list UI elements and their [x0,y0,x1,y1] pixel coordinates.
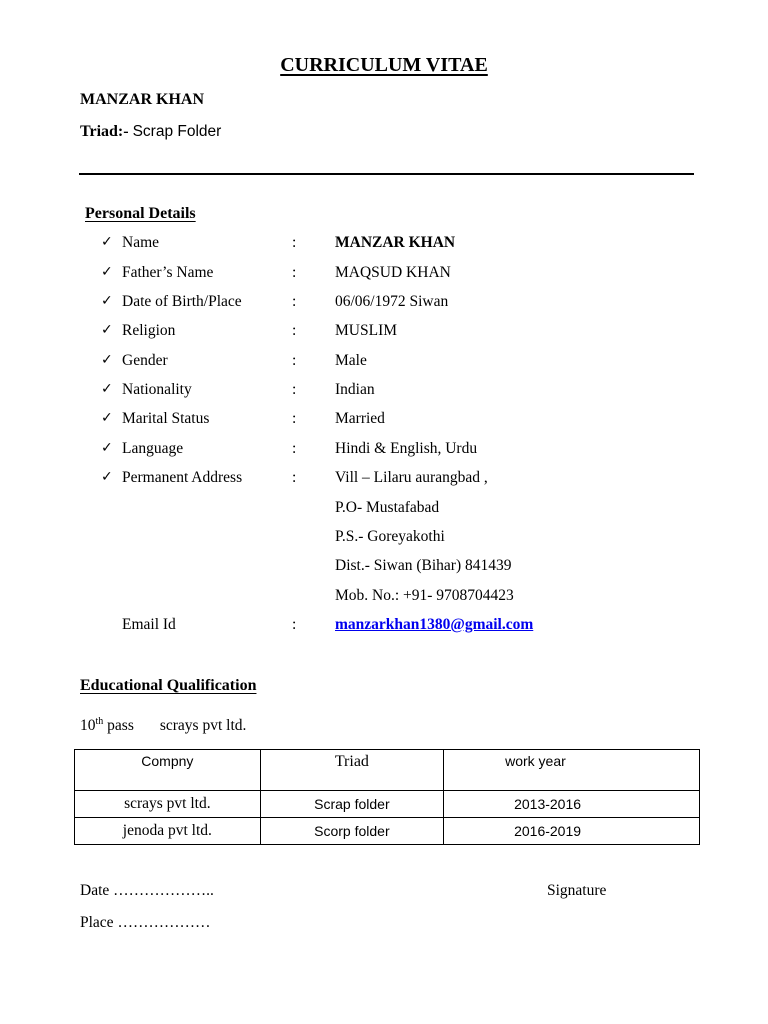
detail-value: Hindi & English, Urdu [335,440,478,457]
check-icon: ✓ [101,234,113,250]
table-row [75,818,700,845]
personal-detail-row [0,381,768,405]
check-icon: ✓ [101,264,113,280]
triad-value: Scrap Folder [132,123,222,140]
education-heading: Educational Qualification [80,677,257,694]
address-line: Dist.- Siwan (Bihar) 841439 [335,557,512,574]
colon: : [292,234,297,251]
table-row [75,791,700,818]
address-line: P.O- Mustafabad [335,499,440,516]
check-icon: ✓ [101,469,113,485]
detail-label: Nationality [122,381,192,398]
personal-detail-row [0,264,768,288]
colon: : [292,322,297,339]
email-link[interactable]: manzarkhan1380@gmail.com [335,616,534,633]
personal-details-heading: Personal Details [85,205,196,222]
personal-detail-row [0,234,768,258]
education-company: scrays pvt ltd. [159,717,247,735]
detail-label: Permanent Address [122,469,243,486]
personal-detail-row [0,469,768,493]
check-icon: ✓ [101,440,113,456]
table-cell-company: scrays pvt ltd. [75,791,261,818]
detail-value: Vill – Lilaru aurangbad , [335,469,488,486]
colon: : [292,293,297,310]
detail-value: MAQSUD KHAN [335,264,451,281]
check-icon: ✓ [101,381,113,397]
detail-label: Language [122,440,184,457]
table-header-work-year: work year [444,750,700,791]
work-experience-table [74,749,700,845]
table-header-triad: Triad [260,750,443,791]
personal-detail-row [0,440,768,464]
detail-value: Indian [335,381,375,398]
detail-label: Father’s Name [122,264,214,281]
education-grade-suffix: th [95,716,104,727]
education-grade: 10 [80,717,96,735]
document-title: CURRICULUM VITAE [280,54,488,76]
triad-line [80,123,221,141]
table-header-row [75,750,700,791]
table-cell-work-year: 2013-2016 [444,791,700,818]
personal-detail-row [0,322,768,346]
detail-label: Religion [122,322,176,339]
detail-label: Marital Status [122,410,210,427]
colon: : [292,410,297,427]
triad-label: Triad:- [80,123,133,140]
applicant-name: MANZAR KHAN [80,91,204,108]
place-field: Place ……………… [80,914,211,931]
colon: : [292,469,297,486]
table-cell-triad: Scrap folder [260,791,443,818]
detail-value: MUSLIM [335,322,398,339]
check-icon: ✓ [101,293,113,309]
mobile-line: Mob. No.: +91- 9708704423 [335,587,514,604]
check-icon: ✓ [101,352,113,368]
colon: : [292,264,297,281]
education-pass: pass [103,717,134,735]
signature-label: Signature [547,882,607,899]
check-icon: ✓ [101,410,113,426]
detail-label: Name [122,234,160,251]
email-row [0,616,768,640]
colon: : [292,381,297,398]
header-divider [79,173,694,175]
detail-value: Male [335,352,367,369]
personal-detail-row [0,410,768,434]
table-cell-company: jenoda pvt ltd. [75,818,261,845]
detail-value: MANZAR KHAN [335,234,456,251]
table-cell-work-year: 2016-2019 [444,818,700,845]
detail-value: Married [335,410,385,427]
personal-detail-row [0,293,768,317]
colon: : [292,352,297,369]
address-line: P.S.- Goreyakothi [335,528,445,545]
check-icon: ✓ [101,322,113,338]
date-field: Date ……………….. [80,882,214,899]
detail-value: 06/06/1972 Siwan [335,293,449,310]
detail-label: Date of Birth/Place [122,293,242,310]
education-line [80,716,246,735]
email-label: Email Id [122,616,176,633]
colon: : [292,616,297,633]
detail-label: Gender [122,352,168,369]
table-cell-triad: Scorp folder [260,818,443,845]
personal-detail-row [0,352,768,376]
colon: : [292,440,297,457]
table-header-company: Compny [75,750,261,791]
